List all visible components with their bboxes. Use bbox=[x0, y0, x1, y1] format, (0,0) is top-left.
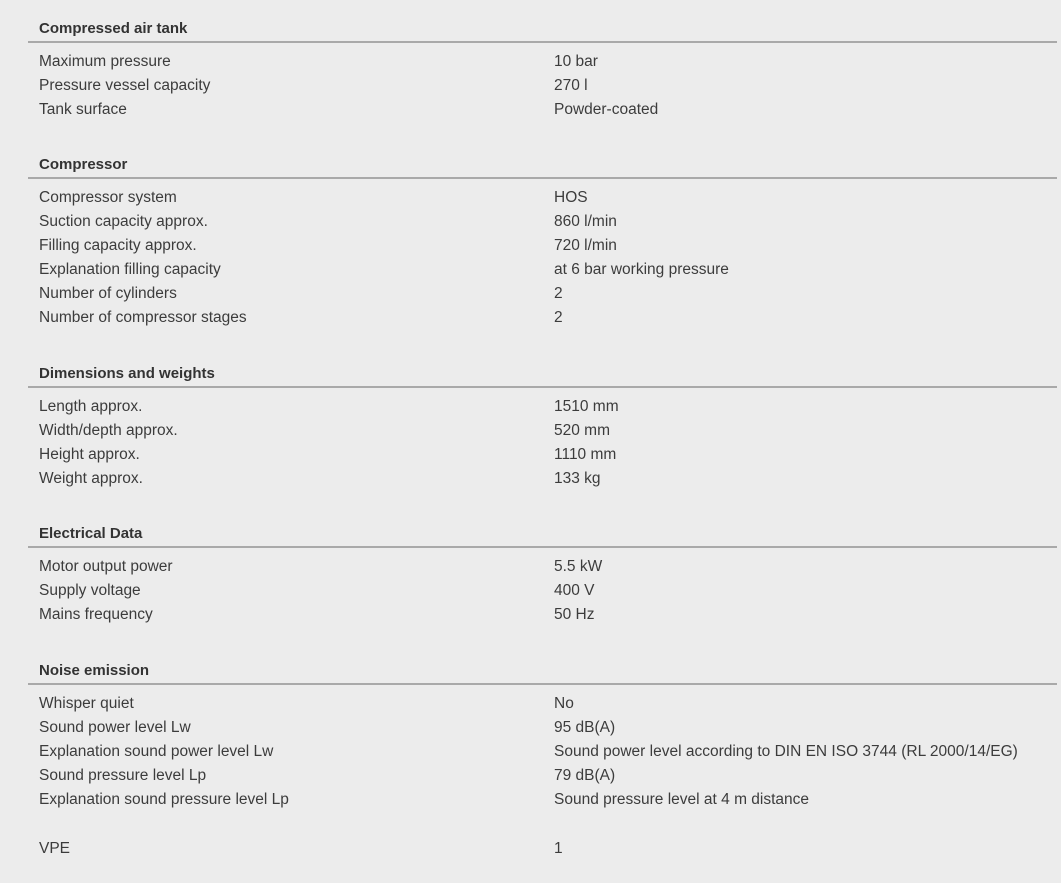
spec-row bbox=[28, 234, 1057, 258]
spec-label: Number of cylinders bbox=[39, 285, 177, 302]
spec-row bbox=[28, 395, 1057, 419]
spec-row bbox=[28, 50, 1057, 74]
spec-value: 1110 mm bbox=[554, 446, 617, 463]
spec-value: Powder-coated bbox=[554, 101, 659, 118]
spec-label: Explanation filling capacity bbox=[39, 261, 221, 278]
section-divider bbox=[28, 683, 1057, 685]
spec-label: Explanation sound pressure level Lp bbox=[39, 791, 289, 808]
spec-row bbox=[28, 579, 1057, 603]
spec-row bbox=[28, 258, 1057, 282]
spec-value: Sound pressure level at 4 m distance bbox=[554, 791, 810, 808]
spec-row bbox=[28, 443, 1057, 467]
vpe-value: 1 bbox=[554, 840, 563, 857]
spec-row bbox=[28, 98, 1057, 122]
spec-value: 400 V bbox=[554, 582, 595, 599]
section-title: Dimensions and weights bbox=[39, 365, 215, 382]
spec-value: 79 dB(A) bbox=[554, 767, 616, 784]
spec-value: 720 l/min bbox=[554, 237, 617, 254]
spec-value: HOS bbox=[554, 189, 588, 206]
spec-label: Whisper quiet bbox=[39, 695, 134, 712]
section-divider bbox=[28, 177, 1057, 179]
section-title: Compressor bbox=[39, 156, 128, 173]
spec-label: Number of compressor stages bbox=[39, 309, 247, 326]
section-compressor bbox=[28, 153, 1057, 330]
spec-row bbox=[28, 186, 1057, 210]
spec-label: Compressor system bbox=[39, 189, 177, 206]
spec-row bbox=[28, 306, 1057, 330]
spec-label: Motor output power bbox=[39, 558, 173, 575]
spec-value: 520 mm bbox=[554, 422, 610, 439]
spec-label: Length approx. bbox=[39, 398, 143, 415]
spec-value: Sound power level according to DIN EN ISO 3744 (RL 2000/14/EG) bbox=[554, 743, 1018, 760]
spec-label: Filling capacity approx. bbox=[39, 237, 197, 254]
spec-label: Sound power level Lw bbox=[39, 719, 191, 736]
spec-row bbox=[28, 555, 1057, 579]
vpe-label: VPE bbox=[39, 840, 71, 857]
spec-row bbox=[28, 764, 1057, 788]
section-electrical-data bbox=[28, 522, 1057, 627]
spec-value: 50 Hz bbox=[554, 606, 595, 623]
spec-row bbox=[28, 740, 1057, 764]
spec-value: 95 dB(A) bbox=[554, 719, 616, 736]
spec-value: 2 bbox=[554, 285, 563, 302]
spec-label: Weight approx. bbox=[39, 470, 143, 487]
section-title: Compressed air tank bbox=[39, 20, 188, 37]
spec-value: 1510 mm bbox=[554, 398, 619, 415]
spec-value: 5.5 kW bbox=[554, 558, 603, 575]
spec-value: No bbox=[554, 695, 574, 712]
section-divider bbox=[28, 41, 1057, 43]
section-divider bbox=[28, 546, 1057, 548]
spec-row bbox=[28, 603, 1057, 627]
section-divider bbox=[28, 386, 1057, 388]
spec-label: Tank surface bbox=[39, 101, 127, 118]
spec-label: Mains frequency bbox=[39, 606, 153, 623]
spec-value: 10 bar bbox=[554, 53, 598, 70]
spec-label: Height approx. bbox=[39, 446, 140, 463]
spec-row bbox=[28, 788, 1057, 812]
spec-value: 2 bbox=[554, 309, 563, 326]
section-title: Electrical Data bbox=[39, 525, 143, 542]
spec-value: at 6 bar working pressure bbox=[554, 261, 729, 278]
spec-row bbox=[28, 282, 1057, 306]
spec-label: Explanation sound power level Lw bbox=[39, 743, 274, 760]
spec-row bbox=[28, 210, 1057, 234]
section-compressed-air-tank bbox=[28, 17, 1057, 122]
spec-label: Supply voltage bbox=[39, 582, 141, 599]
spec-row bbox=[28, 716, 1057, 740]
spec-label: Pressure vessel capacity bbox=[39, 77, 211, 94]
section-dimensions-and-weights bbox=[28, 362, 1057, 491]
spec-value: 860 l/min bbox=[554, 213, 617, 230]
vpe-row bbox=[28, 837, 1057, 861]
spec-row bbox=[28, 419, 1057, 443]
spec-label: Suction capacity approx. bbox=[39, 213, 208, 230]
section-noise-emission bbox=[28, 659, 1057, 812]
spec-row bbox=[28, 692, 1057, 716]
spec-label: Maximum pressure bbox=[39, 53, 171, 70]
section-title: Noise emission bbox=[39, 662, 150, 679]
spec-value: 133 kg bbox=[554, 470, 601, 487]
spec-value: 270 l bbox=[554, 77, 588, 94]
spec-row bbox=[28, 467, 1057, 491]
spec-label: Width/depth approx. bbox=[39, 422, 178, 439]
spec-label: Sound pressure level Lp bbox=[39, 767, 207, 784]
spec-row bbox=[28, 74, 1057, 98]
